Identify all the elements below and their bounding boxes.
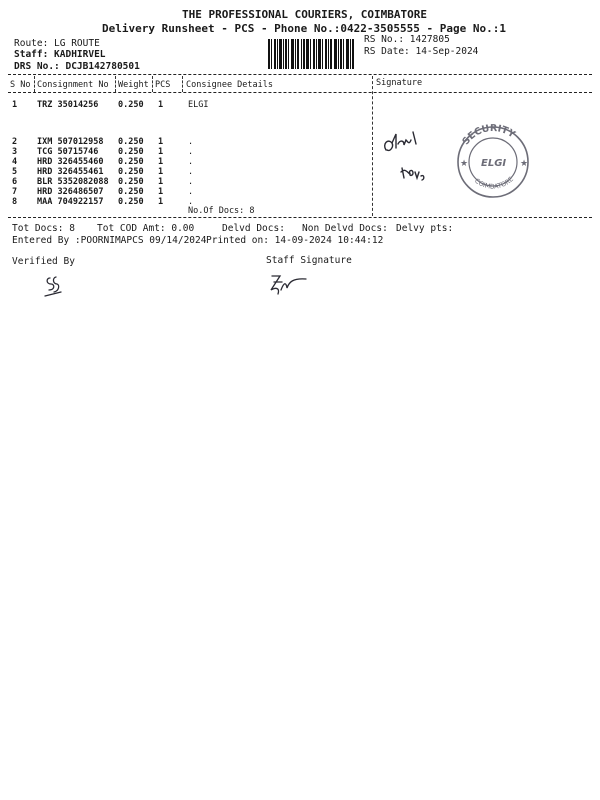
row-consignment: TRZ 35014256: [37, 100, 99, 110]
row-details: .: [188, 177, 194, 187]
col-header-sno: S No: [10, 80, 31, 90]
tot-docs: Tot Docs: 8: [12, 223, 75, 234]
row-pcs: 1: [158, 157, 164, 167]
verifier-signature-icon: [42, 274, 64, 300]
row-consignment: IXM 507012958: [37, 137, 104, 147]
printed-on: Printed on: 14-09-2024 10:44:12: [206, 235, 384, 246]
row-pcs: 1: [158, 167, 164, 177]
row-sno: 7: [12, 187, 18, 197]
row-details: .: [188, 137, 194, 147]
stamp-bottom-text: COIMBATORE: [473, 175, 516, 191]
signature-col-divider: [372, 76, 373, 216]
company-title: THE PROFESSIONAL COURIERS, COIMBATORE: [182, 8, 428, 21]
row-details: .: [188, 147, 194, 157]
delvy-pts: Delvy pts:: [396, 223, 454, 234]
delvd-docs: Delvd Docs:: [222, 223, 285, 234]
row-sno: 8: [12, 197, 18, 207]
row-sno: 1: [12, 100, 18, 110]
entered-by: Entered By :POORNIMAPCS 09/14/2024: [12, 235, 207, 246]
col-divider: [182, 76, 183, 92]
row-details: .: [188, 197, 194, 207]
no-of-docs: No.Of Docs: 8: [188, 206, 255, 216]
col-header-pcs: PCS: [155, 80, 171, 90]
col-header-consignment: Consignment No: [37, 80, 109, 90]
row-weight: 0.250: [118, 167, 144, 177]
stamp-top-text: SECURITY: [460, 122, 518, 148]
staff-signature-icon: [266, 270, 310, 300]
row-details: .: [188, 187, 194, 197]
col-divider: [152, 76, 153, 92]
row-consignment: TCG 50715746: [37, 147, 99, 157]
row-consignment: HRD 326486507: [37, 187, 104, 197]
receiver-signature-icon: [380, 128, 450, 190]
row-weight: 0.250: [118, 100, 144, 110]
row-pcs: 1: [158, 147, 164, 157]
tot-cod-amt: Tot COD Amt: 0.00: [97, 223, 195, 234]
col-header-weight: Weight: [118, 80, 149, 90]
staff-label: Staff: KADHIRVEL: [14, 49, 106, 60]
col-header-consignee: Consignee Details: [186, 80, 273, 90]
col-divider: [115, 76, 116, 92]
table-top-rule: [8, 74, 592, 75]
non-delvd-docs: Non Delvd Docs:: [302, 223, 388, 234]
stamp-center-text: ELGI: [481, 158, 507, 169]
row-details: .: [188, 157, 194, 167]
svg-text:★: ★: [460, 159, 469, 169]
row-weight: 0.250: [118, 137, 144, 147]
row-details: ELGI: [188, 100, 209, 110]
col-divider: [34, 76, 35, 92]
row-consignment: BLR 5352082088: [37, 177, 109, 187]
row-sno: 3: [12, 147, 18, 157]
row-consignment: HRD 326455460: [37, 157, 104, 167]
row-pcs: 1: [158, 137, 164, 147]
route-label: Route: LG ROUTE: [14, 38, 100, 49]
row-consignment: MAA 704922157: [37, 197, 104, 207]
row-sno: 4: [12, 157, 18, 167]
row-sno: 5: [12, 167, 18, 177]
table-header-rule: [8, 92, 592, 93]
rs-number: RS No.: 1427805: [364, 34, 450, 45]
runsheet-subtitle: Delivery Runsheet - PCS - Phone No.:0422-3505555 - Page No.:1: [102, 22, 506, 35]
drs-number: DRS No.: DCJB142780501: [14, 61, 140, 72]
svg-text:COIMBATORE: [473, 175, 515, 190]
row-consignment: HRD 326455461: [37, 167, 104, 177]
row-weight: 0.250: [118, 187, 144, 197]
col-header-signature: Signature: [376, 78, 423, 88]
row-weight: 0.250: [118, 147, 144, 157]
row-weight: 0.250: [118, 157, 144, 167]
row-details: .: [188, 167, 194, 177]
row-weight: 0.250: [118, 177, 144, 187]
rs-date: RS Date: 14-Sep-2024: [364, 46, 479, 57]
barcode-icon: [268, 39, 354, 69]
verified-by-label: Verified By: [12, 256, 75, 267]
row-sno: 2: [12, 137, 18, 147]
row-sno: 6: [12, 177, 18, 187]
company-stamp-icon: [450, 120, 536, 200]
row-weight: 0.250: [118, 197, 144, 207]
staff-signature-label: Staff Signature: [266, 255, 352, 266]
row-pcs: 1: [158, 197, 164, 207]
row-pcs: 1: [158, 177, 164, 187]
table-bottom-rule: [8, 217, 592, 218]
row-pcs: 1: [158, 187, 164, 197]
svg-text:★: ★: [520, 159, 529, 169]
row-pcs: 1: [158, 100, 164, 110]
